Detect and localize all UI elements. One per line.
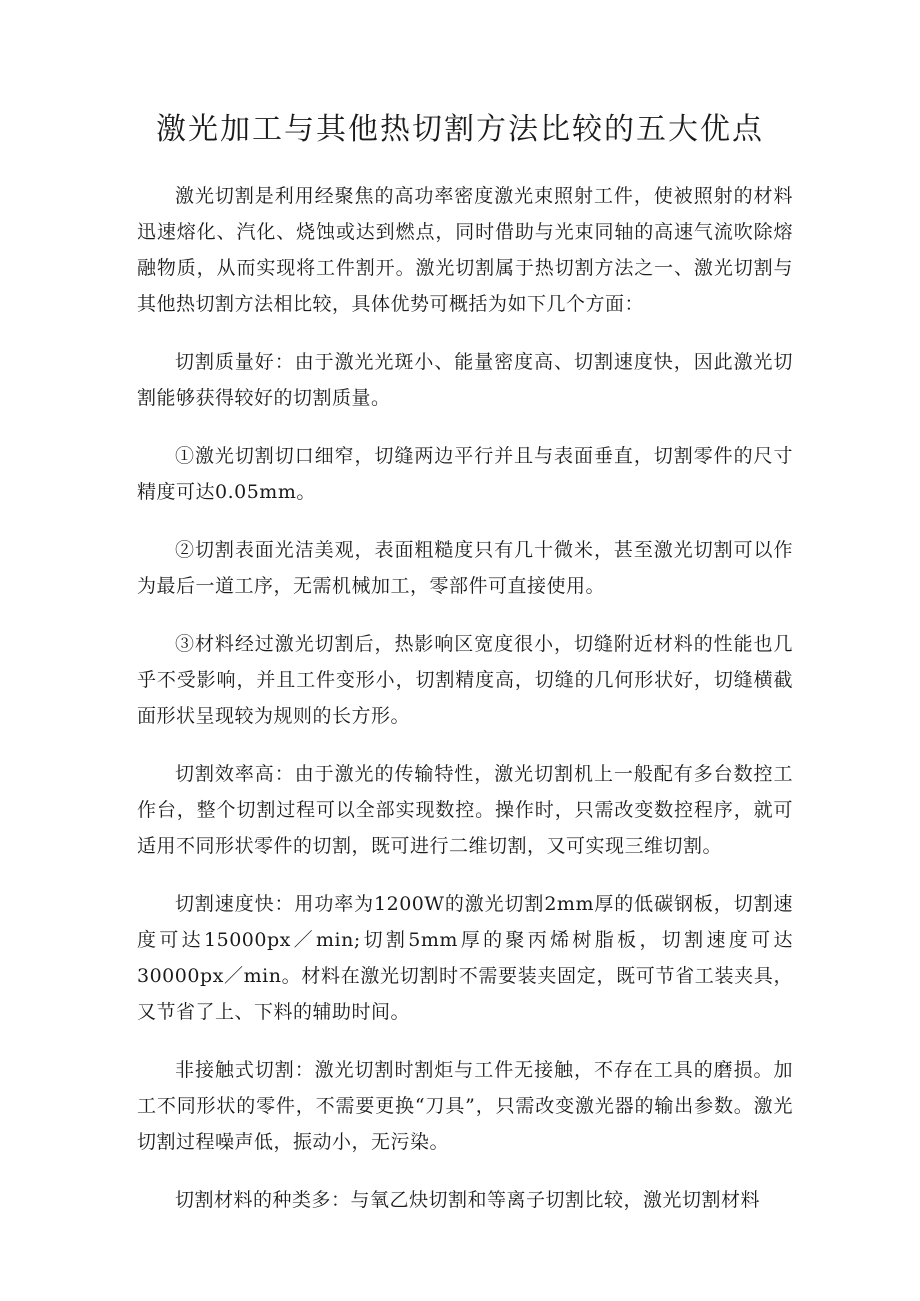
paragraph-material-types: 切割材料的种类多：与氧乙炔切割和等离子切割比较，激光切割材料 [175, 1189, 761, 1211]
paragraph-quality-point-1: ①激光切割切口细窄，切缝两边平行并且与表面垂直，切割零件的尺寸精度可达0.05mm。 [137, 445, 793, 503]
paragraph-intro: 激光切割是利用经聚焦的高功率密度激光束照射工件，使被照射的材料迅速熔化、汽化、烧蚀或达到燃点，同时借助与光束同轴的高速气流吹除熔融物质，从而实现将工件割开。激光切割属于热切割方法之一、激光切割与其他热切割方法相比较，具体优势可概括为如下几个方面： [137, 185, 793, 315]
paragraph-quality-point-2: ②切割表面光洁美观，表面粗糙度只有几十微米，甚至激光切割可以作为最后一道工序，无需机械加工，零部件可直接使用。 [137, 539, 793, 597]
paragraph-quality-point-3: ③材料经过激光切割后，热影响区宽度很小，切缝附近材料的性能也几乎不受影响，并且工件变形小，切割精度高，切缝的几何形状好，切缝横截面形状呈现较为规则的长方形。 [137, 633, 793, 727]
paragraph-cut-quality: 切割质量好：由于激光光斑小、能量密度高、切割速度快，因此激光切割能够获得较好的切割质量。 [137, 351, 793, 409]
document-body [137, 178, 793, 1240]
paragraph-cut-speed: 切割速度快：用功率为1200W的激光切割2mm厚的低碳钢板，切割速度可达15000px／min;切割5mm厚的聚丙烯树脂板，切割速度可达30000px／min。材料在激光切割时不需要装夹固定，既可节省工装夹具，又节省了上、下料的辅助时间。 [137, 893, 793, 1023]
paragraph-cut-efficiency: 切割效率高：由于激光的传输特性，激光切割机上一般配有多台数控工作台，整个切割过程可以全部实现数控。操作时，只需改变数控程序，就可适用不同形状零件的切割，既可进行二维切割，又可实现三维切割。 [137, 763, 793, 857]
document-title: 激光加工与其他热切割方法比较的五大优点 [156, 112, 764, 147]
paragraph-non-contact: 非接触式切割：激光切割时割炬与工件无接触，不存在工具的磨损。加工不同形状的零件，不需要更换“刀具”，只需改变激光器的输出参数。激光切割过程噪声低，振动小，无污染。 [137, 1059, 793, 1153]
